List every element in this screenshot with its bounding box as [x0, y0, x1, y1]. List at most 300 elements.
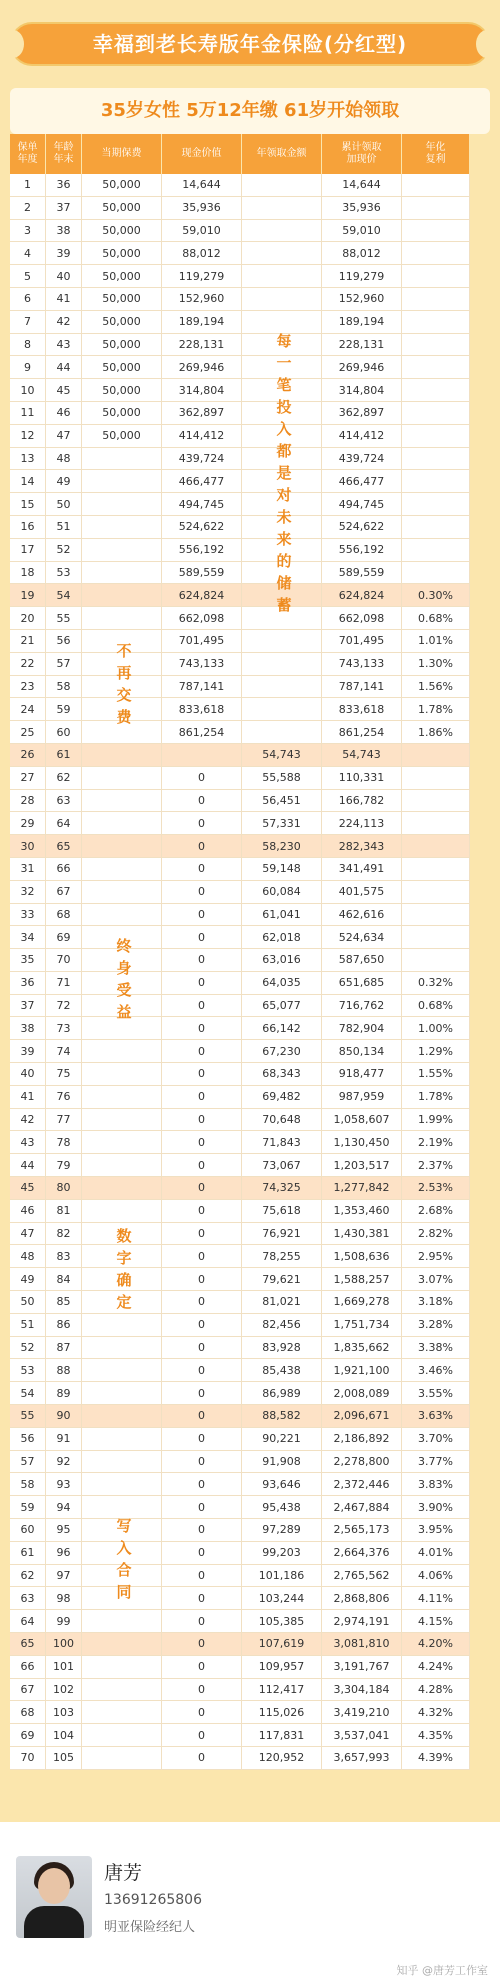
table-cell: 115,026	[242, 1701, 322, 1724]
table-cell: 75	[46, 1063, 82, 1086]
table-cell: 76,921	[242, 1223, 322, 1246]
agent-phone: 13691265806	[104, 1892, 202, 1908]
table-cell	[402, 949, 470, 972]
table-cell: 66	[46, 858, 82, 881]
table-cell: 14,644	[322, 174, 402, 197]
table-cell: 66,142	[242, 1017, 322, 1040]
table-cell: 0	[162, 904, 242, 927]
table-cell: 107,619	[242, 1633, 322, 1656]
column-header: 累计领取 加现价	[322, 134, 402, 174]
table-cell: 2,372,446	[322, 1473, 402, 1496]
table-cell	[82, 1428, 162, 1451]
table-cell: 36	[46, 174, 82, 197]
table-cell: 59	[10, 1496, 46, 1519]
table-cell: 69	[10, 1724, 46, 1747]
table-cell	[402, 926, 470, 949]
table-cell: 589,559	[162, 562, 242, 585]
table-cell: 73	[46, 1017, 82, 1040]
table-cell: 2	[10, 197, 46, 220]
table-row	[10, 1428, 490, 1451]
column-header: 年龄 年末	[46, 134, 82, 174]
table-cell: 228,131	[322, 334, 402, 357]
table-cell: 4.06%	[402, 1565, 470, 1588]
table-cell: 0	[162, 1017, 242, 1040]
table-cell	[402, 470, 470, 493]
table-cell: 462,616	[322, 904, 402, 927]
table-row	[10, 1200, 490, 1223]
table-cell: 56	[46, 630, 82, 653]
title-banner	[10, 22, 490, 66]
table-cell: 58	[46, 676, 82, 699]
table-cell: 3.18%	[402, 1291, 470, 1314]
table-cell: 0.30%	[402, 584, 470, 607]
table-row	[10, 926, 490, 949]
table-cell: 4.35%	[402, 1724, 470, 1747]
table-cell: 120,952	[242, 1747, 322, 1770]
table-row	[10, 402, 490, 425]
table-cell: 1,835,662	[322, 1337, 402, 1360]
table-cell: 54	[10, 1382, 46, 1405]
table-cell: 79,621	[242, 1268, 322, 1291]
table-cell	[82, 1177, 162, 1200]
table-cell	[82, 562, 162, 585]
table-cell: 3.55%	[402, 1382, 470, 1405]
table-cell: 94	[46, 1496, 82, 1519]
table-cell: 0	[162, 1747, 242, 1770]
table-cell: 91	[46, 1428, 82, 1451]
table-row	[10, 1587, 490, 1610]
table-cell: 0	[162, 1519, 242, 1542]
table-cell: 3.46%	[402, 1359, 470, 1382]
table-cell: 624,824	[322, 584, 402, 607]
table-cell: 47	[10, 1223, 46, 1246]
table-cell: 466,477	[322, 470, 402, 493]
table-cell: 101	[46, 1656, 82, 1679]
table-cell	[242, 698, 322, 721]
table-cell: 2,565,173	[322, 1519, 402, 1542]
table-cell: 57,331	[242, 812, 322, 835]
table-cell: 71	[46, 972, 82, 995]
page-title: 幸福到老长寿版年金保险(分红型)	[92, 32, 408, 56]
table-cell: 61	[10, 1542, 46, 1565]
table-cell: 38	[10, 1017, 46, 1040]
table-cell: 4.15%	[402, 1610, 470, 1633]
table-row	[10, 767, 490, 790]
table-cell: 0	[162, 1200, 242, 1223]
table-cell: 50,000	[82, 334, 162, 357]
slogan-contract: 写入合同	[116, 1517, 132, 1601]
table-cell: 651,685	[322, 972, 402, 995]
table-cell	[402, 425, 470, 448]
table-cell: 40	[46, 265, 82, 288]
table-cell: 85,438	[242, 1359, 322, 1382]
table-cell: 3.70%	[402, 1428, 470, 1451]
table-cell: 75,618	[242, 1200, 322, 1223]
table-cell	[402, 904, 470, 927]
table-cell: 78,255	[242, 1245, 322, 1268]
table-row	[10, 539, 490, 562]
table-cell: 39	[46, 242, 82, 265]
table-row	[10, 1337, 490, 1360]
table-cell: 0	[162, 1701, 242, 1724]
table-cell: 7	[10, 311, 46, 334]
table-cell: 662,098	[162, 607, 242, 630]
table-cell: 0	[162, 1610, 242, 1633]
table-cell: 101,186	[242, 1565, 322, 1588]
table-cell: 918,477	[322, 1063, 402, 1086]
table-cell: 0	[162, 1223, 242, 1246]
table-cell: 50,000	[82, 220, 162, 243]
table-cell: 84	[46, 1268, 82, 1291]
table-row	[10, 1496, 490, 1519]
table-cell: 1,508,636	[322, 1245, 402, 1268]
table-cell: 9	[10, 356, 46, 379]
table-cell: 6	[10, 288, 46, 311]
slogan-no-payment: 不再交费	[116, 642, 132, 726]
table-cell: 39	[10, 1040, 46, 1063]
table-cell: 2,974,191	[322, 1610, 402, 1633]
table-cell	[82, 1724, 162, 1747]
table-cell	[82, 858, 162, 881]
table-cell: 466,477	[162, 470, 242, 493]
table-cell	[82, 584, 162, 607]
table-cell: 48	[46, 448, 82, 471]
table-cell: 59,148	[242, 858, 322, 881]
table-row	[10, 242, 490, 265]
table-cell: 62,018	[242, 926, 322, 949]
table-cell: 37	[46, 197, 82, 220]
table-cell: 414,412	[322, 425, 402, 448]
table-cell: 103	[46, 1701, 82, 1724]
table-cell: 99	[46, 1610, 82, 1633]
table-cell	[402, 812, 470, 835]
table-cell	[82, 1405, 162, 1428]
table-cell: 83	[46, 1245, 82, 1268]
table-cell: 50,000	[82, 265, 162, 288]
table-cell: 494,745	[322, 493, 402, 516]
table-cell: 1,669,278	[322, 1291, 402, 1314]
table-cell	[82, 1154, 162, 1177]
table-cell	[242, 721, 322, 744]
table-row	[10, 1314, 490, 1337]
table-cell: 74,325	[242, 1177, 322, 1200]
table-cell: 524,634	[322, 926, 402, 949]
table-cell	[82, 1451, 162, 1474]
table-cell: 85	[46, 1291, 82, 1314]
table-header	[10, 134, 490, 174]
table-row	[10, 698, 490, 721]
table-cell: 2,278,800	[322, 1451, 402, 1474]
agent-role: 明亚保险经纪人	[104, 1920, 196, 1935]
table-cell: 3.95%	[402, 1519, 470, 1542]
table-cell: 104	[46, 1724, 82, 1747]
table-cell: 0	[162, 1040, 242, 1063]
table-cell	[82, 1086, 162, 1109]
table-cell: 341,491	[322, 858, 402, 881]
table-cell: 110,331	[322, 767, 402, 790]
table-cell: 68	[10, 1701, 46, 1724]
table-cell: 0	[162, 1656, 242, 1679]
table-cell	[402, 881, 470, 904]
table-cell: 1.78%	[402, 698, 470, 721]
table-row	[10, 562, 490, 585]
table-cell: 96	[46, 1542, 82, 1565]
table-cell	[82, 1701, 162, 1724]
table-cell: 28	[10, 790, 46, 813]
table-row	[10, 1610, 490, 1633]
table-cell: 0	[162, 790, 242, 813]
table-cell: 65	[10, 1633, 46, 1656]
table-cell: 4	[10, 242, 46, 265]
table-cell	[82, 607, 162, 630]
table-cell: 13	[10, 448, 46, 471]
table-cell: 0	[162, 835, 242, 858]
table-cell: 0	[162, 1268, 242, 1291]
table-row	[10, 1177, 490, 1200]
table-cell	[242, 265, 322, 288]
table-cell: 97,289	[242, 1519, 322, 1542]
table-cell: 86	[46, 1314, 82, 1337]
table-cell: 42	[46, 311, 82, 334]
table-cell: 99,203	[242, 1542, 322, 1565]
table-cell: 37	[10, 995, 46, 1018]
table-cell: 3,419,210	[322, 1701, 402, 1724]
table-cell: 3	[10, 220, 46, 243]
table-row	[10, 1245, 490, 1268]
table-cell	[402, 790, 470, 813]
table-cell: 0	[162, 972, 242, 995]
table-cell: 60	[46, 721, 82, 744]
table-cell: 52	[46, 539, 82, 562]
table-cell: 2,096,671	[322, 1405, 402, 1428]
table-cell: 3,081,810	[322, 1633, 402, 1656]
table-cell: 35	[10, 949, 46, 972]
table-cell: 4.20%	[402, 1633, 470, 1656]
table-row	[10, 1724, 490, 1747]
table-cell: 314,804	[322, 379, 402, 402]
table-cell: 3,191,767	[322, 1656, 402, 1679]
table-cell: 0	[162, 1473, 242, 1496]
table-cell: 0	[162, 1109, 242, 1132]
table-cell: 2,664,376	[322, 1542, 402, 1565]
table-cell: 100	[46, 1633, 82, 1656]
table-cell: 19	[10, 584, 46, 607]
table-cell: 0.68%	[402, 607, 470, 630]
table-cell: 2,467,884	[322, 1496, 402, 1519]
table-cell: 494,745	[162, 493, 242, 516]
table-row	[10, 1063, 490, 1086]
slogan-certain: 数字确定	[116, 1227, 132, 1311]
table-cell: 54	[46, 584, 82, 607]
subtitle: 35岁女性 5万12年缴 61岁开始领取	[100, 100, 400, 121]
table-cell	[82, 493, 162, 516]
table-cell: 98	[46, 1587, 82, 1610]
table-cell	[82, 767, 162, 790]
table-cell: 401,575	[322, 881, 402, 904]
table-cell: 112,417	[242, 1679, 322, 1702]
table-row	[10, 1542, 490, 1565]
table-cell: 41	[10, 1086, 46, 1109]
table-row	[10, 288, 490, 311]
table-row	[10, 493, 490, 516]
table-row	[10, 949, 490, 972]
table-cell: 27	[10, 767, 46, 790]
table-cell: 189,194	[162, 311, 242, 334]
table-cell: 54,743	[242, 744, 322, 767]
table-cell: 63	[46, 790, 82, 813]
table-cell: 10	[10, 379, 46, 402]
table-cell: 1,921,100	[322, 1359, 402, 1382]
table-cell: 67	[46, 881, 82, 904]
agent-name: 唐芳	[104, 1862, 143, 1884]
table-cell: 81	[46, 1200, 82, 1223]
table-cell	[82, 1382, 162, 1405]
table-cell: 78	[46, 1131, 82, 1154]
table-row	[10, 1565, 490, 1588]
table-cell	[82, 1473, 162, 1496]
table-cell	[242, 288, 322, 311]
table-cell: 57	[10, 1451, 46, 1474]
table-body	[10, 174, 490, 1770]
table-cell: 25	[10, 721, 46, 744]
table-cell: 65,077	[242, 995, 322, 1018]
table-cell: 31	[10, 858, 46, 881]
table-cell: 45	[10, 1177, 46, 1200]
table-cell: 0	[162, 1359, 242, 1382]
table-cell: 81,021	[242, 1291, 322, 1314]
table-cell: 97	[46, 1565, 82, 1588]
table-cell: 3,657,993	[322, 1747, 402, 1770]
table-cell: 701,495	[322, 630, 402, 653]
table-cell: 0	[162, 926, 242, 949]
table-cell: 103,244	[242, 1587, 322, 1610]
table-cell	[402, 516, 470, 539]
table-cell: 1,430,381	[322, 1223, 402, 1246]
table-cell: 64	[10, 1610, 46, 1633]
table-cell: 787,141	[322, 676, 402, 699]
table-cell: 49	[10, 1268, 46, 1291]
table-row	[10, 470, 490, 493]
table-cell: 73,067	[242, 1154, 322, 1177]
table-cell: 0	[162, 1565, 242, 1588]
table-cell: 833,618	[322, 698, 402, 721]
table-cell: 90,221	[242, 1428, 322, 1451]
table-cell: 51	[10, 1314, 46, 1337]
table-cell: 11	[10, 402, 46, 425]
table-cell: 66	[10, 1656, 46, 1679]
table-cell: 2.82%	[402, 1223, 470, 1246]
table-cell	[82, 1633, 162, 1656]
table-row	[10, 1268, 490, 1291]
table-row	[10, 721, 490, 744]
table-cell: 2.95%	[402, 1245, 470, 1268]
table-cell: 0	[162, 812, 242, 835]
table-cell: 53	[10, 1359, 46, 1382]
table-cell	[242, 242, 322, 265]
table-cell: 624,824	[162, 584, 242, 607]
table-cell: 1.99%	[402, 1109, 470, 1132]
table-cell: 46	[46, 402, 82, 425]
table-cell: 152,960	[162, 288, 242, 311]
table-cell	[82, 1337, 162, 1360]
table-cell: 74	[46, 1040, 82, 1063]
table-cell: 50,000	[82, 425, 162, 448]
table-cell: 4.28%	[402, 1679, 470, 1702]
table-cell: 89	[46, 1382, 82, 1405]
table-row	[10, 1473, 490, 1496]
table-cell: 65	[46, 835, 82, 858]
table-cell	[242, 197, 322, 220]
table-cell: 88	[46, 1359, 82, 1382]
table-cell: 117,831	[242, 1724, 322, 1747]
table-cell: 0	[162, 1633, 242, 1656]
table-cell: 26	[10, 744, 46, 767]
subtitle-box	[10, 88, 490, 134]
table-cell: 3,304,184	[322, 1679, 402, 1702]
table-cell	[82, 790, 162, 813]
table-cell: 282,343	[322, 835, 402, 858]
table-cell: 88,012	[162, 242, 242, 265]
table-cell	[402, 767, 470, 790]
table-cell: 1.56%	[402, 676, 470, 699]
table-cell: 14,644	[162, 174, 242, 197]
table-row	[10, 1154, 490, 1177]
table-cell: 2,765,562	[322, 1565, 402, 1588]
table-cell: 0	[162, 1428, 242, 1451]
table-cell: 0	[162, 1451, 242, 1474]
table-cell: 0	[162, 1154, 242, 1177]
table-cell: 87	[46, 1337, 82, 1360]
table-cell: 269,946	[322, 356, 402, 379]
table-cell	[82, 1747, 162, 1770]
slogan-savings: 每一笔投入都是对未来的储蓄	[276, 332, 292, 614]
table-row	[10, 1656, 490, 1679]
table-row	[10, 448, 490, 471]
table-cell: 29	[10, 812, 46, 835]
table-cell: 701,495	[162, 630, 242, 653]
table-row	[10, 607, 490, 630]
table-cell: 34	[10, 926, 46, 949]
table-cell: 58	[10, 1473, 46, 1496]
table-cell: 0	[162, 1542, 242, 1565]
table-row	[10, 1131, 490, 1154]
table-cell: 35,936	[162, 197, 242, 220]
table-cell: 0	[162, 1086, 242, 1109]
table-row	[10, 425, 490, 448]
table-row	[10, 653, 490, 676]
table-cell: 82,456	[242, 1314, 322, 1337]
table-cell: 0	[162, 1679, 242, 1702]
table-cell: 44	[10, 1154, 46, 1177]
watermark: 知乎 @唐芳工作室	[396, 1964, 488, 1977]
table-cell	[82, 881, 162, 904]
table-cell	[242, 676, 322, 699]
table-row	[10, 1086, 490, 1109]
table-cell: 40	[10, 1063, 46, 1086]
table-row	[10, 1040, 490, 1063]
table-row	[10, 995, 490, 1018]
table-row	[10, 1451, 490, 1474]
table-cell: 228,131	[162, 334, 242, 357]
table-cell: 86,989	[242, 1382, 322, 1405]
table-cell: 57	[46, 653, 82, 676]
table-cell: 152,960	[322, 288, 402, 311]
table-cell: 72	[46, 995, 82, 1018]
table-cell: 5	[10, 265, 46, 288]
table-cell: 2,008,089	[322, 1382, 402, 1405]
table-cell: 1,588,257	[322, 1268, 402, 1291]
table-cell	[402, 858, 470, 881]
